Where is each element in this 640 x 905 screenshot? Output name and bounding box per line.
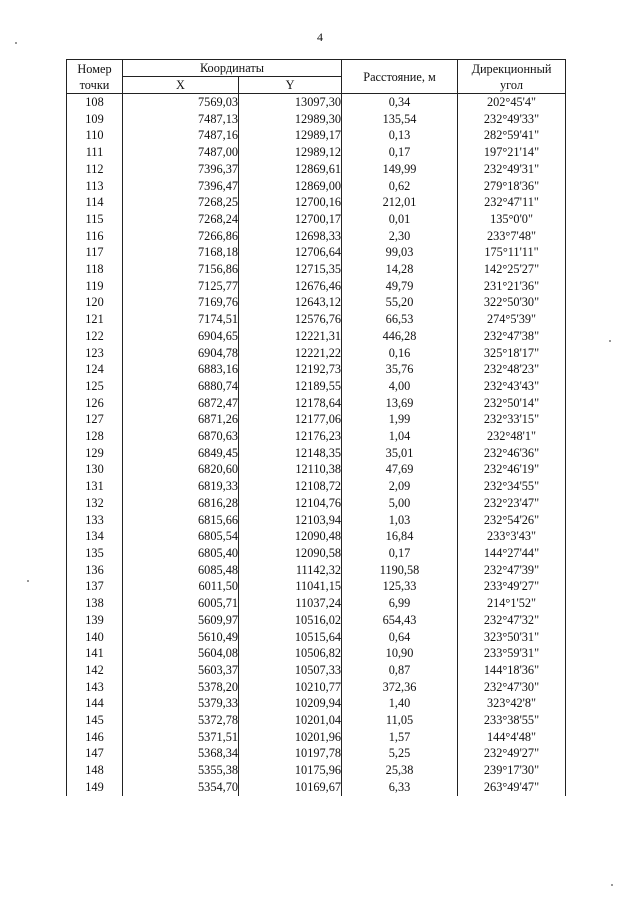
point-number-cell: 120	[67, 294, 123, 311]
table-row	[67, 328, 566, 345]
direction-angle-cell: 232°50'14"	[458, 395, 566, 412]
direction-angle-cell: 232°43'43"	[458, 378, 566, 395]
point-number-cell: 137	[67, 578, 123, 595]
distance-cell: 10,90	[342, 645, 458, 662]
table-row	[67, 94, 566, 111]
distance-cell: 55,20	[342, 294, 458, 311]
direction-angle-cell: 202°45'4"	[458, 94, 566, 111]
y-coordinate-cell: 11142,32	[239, 562, 342, 579]
x-coordinate-cell: 7487,13	[123, 111, 239, 128]
direction-angle-cell: 232°47'32"	[458, 612, 566, 629]
direction-angle-cell: 274°5'39"	[458, 311, 566, 328]
table-row	[67, 411, 566, 428]
distance-cell: 6,33	[342, 779, 458, 796]
point-number-header-line1: Номер	[77, 61, 112, 76]
point-number-cell: 133	[67, 512, 123, 529]
point-number-cell: 143	[67, 679, 123, 696]
x-header: X	[123, 77, 239, 94]
distance-cell: 1,57	[342, 729, 458, 746]
x-coordinate-cell: 5603,37	[123, 662, 239, 679]
point-number-cell: 113	[67, 178, 123, 195]
direction-angle-cell: 232°46'36"	[458, 445, 566, 462]
distance-cell: 372,36	[342, 679, 458, 696]
table-row	[67, 712, 566, 729]
distance-cell: 5,25	[342, 745, 458, 762]
direction-angle-cell: 322°50'30"	[458, 294, 566, 311]
table-row	[67, 512, 566, 529]
direction-angle-cell: 232°33'15"	[458, 411, 566, 428]
distance-cell: 47,69	[342, 461, 458, 478]
direction-angle-cell: 232°47'11"	[458, 194, 566, 211]
direction-angle-cell: 323°42'8"	[458, 695, 566, 712]
distance-cell: 35,01	[342, 445, 458, 462]
y-coordinate-cell: 11037,24	[239, 595, 342, 612]
distance-cell: 99,03	[342, 244, 458, 261]
y-coordinate-cell: 10507,33	[239, 662, 342, 679]
point-number-cell: 146	[67, 729, 123, 746]
point-number-cell: 110	[67, 127, 123, 144]
y-coordinate-cell: 12576,76	[239, 311, 342, 328]
table-row	[67, 445, 566, 462]
x-coordinate-cell: 7268,25	[123, 194, 239, 211]
distance-cell: 1,03	[342, 512, 458, 529]
y-coordinate-cell: 12192,73	[239, 361, 342, 378]
x-coordinate-cell: 6816,28	[123, 495, 239, 512]
x-coordinate-cell: 6904,65	[123, 328, 239, 345]
y-coordinate-cell: 10197,78	[239, 745, 342, 762]
y-coordinate-cell: 10201,04	[239, 712, 342, 729]
point-number-header-line2: точки	[79, 77, 110, 92]
y-header: Y	[239, 77, 342, 94]
direction-angle-cell: 233°38'55"	[458, 712, 566, 729]
distance-cell: 0,17	[342, 545, 458, 562]
table-row	[67, 562, 566, 579]
y-coordinate-cell: 10175,96	[239, 762, 342, 779]
x-coordinate-cell: 6085,48	[123, 562, 239, 579]
table-row	[67, 528, 566, 545]
y-coordinate-cell: 10201,96	[239, 729, 342, 746]
direction-angle-header-line2: угол	[500, 77, 524, 92]
table-row	[67, 629, 566, 646]
point-number-cell: 141	[67, 645, 123, 662]
point-number-cell: 145	[67, 712, 123, 729]
table-row	[67, 311, 566, 328]
x-coordinate-cell: 6880,74	[123, 378, 239, 395]
x-coordinate-cell: 7266,86	[123, 228, 239, 245]
distance-cell: 1,40	[342, 695, 458, 712]
point-number-cell: 116	[67, 228, 123, 245]
table-body	[67, 94, 566, 796]
direction-angle-cell: 323°50'31"	[458, 629, 566, 646]
y-coordinate-cell: 12715,35	[239, 261, 342, 278]
y-coordinate-cell: 12177,06	[239, 411, 342, 428]
y-coordinate-cell: 12698,33	[239, 228, 342, 245]
x-coordinate-cell: 5379,33	[123, 695, 239, 712]
point-number-cell: 125	[67, 378, 123, 395]
x-coordinate-cell: 6819,33	[123, 478, 239, 495]
point-number-cell: 131	[67, 478, 123, 495]
distance-cell: 0,34	[342, 94, 458, 111]
x-coordinate-cell: 6904,78	[123, 345, 239, 362]
direction-angle-cell: 144°18'36"	[458, 662, 566, 679]
point-number-cell: 147	[67, 745, 123, 762]
point-number-cell: 108	[67, 94, 123, 111]
x-coordinate-cell: 6815,66	[123, 512, 239, 529]
point-number-cell: 142	[67, 662, 123, 679]
y-coordinate-cell: 10169,67	[239, 779, 342, 796]
table-row	[67, 361, 566, 378]
direction-angle-cell: 142°25'27"	[458, 261, 566, 278]
point-number-cell: 111	[67, 144, 123, 161]
direction-angle-cell: 233°7'48"	[458, 228, 566, 245]
distance-cell: 0,62	[342, 178, 458, 195]
direction-angle-cell: 231°21'36"	[458, 278, 566, 295]
distance-cell: 25,38	[342, 762, 458, 779]
table-row	[67, 111, 566, 128]
table-row	[67, 161, 566, 178]
y-coordinate-cell: 10506,82	[239, 645, 342, 662]
scan-speck	[609, 340, 611, 342]
x-coordinate-cell: 5371,51	[123, 729, 239, 746]
x-coordinate-cell: 5604,08	[123, 645, 239, 662]
direction-angle-cell: 232°49'27"	[458, 745, 566, 762]
y-coordinate-cell: 12104,76	[239, 495, 342, 512]
y-coordinate-cell: 12643,12	[239, 294, 342, 311]
distance-cell: 66,53	[342, 311, 458, 328]
table-row	[67, 211, 566, 228]
distance-cell: 6,99	[342, 595, 458, 612]
y-coordinate-cell: 12989,17	[239, 127, 342, 144]
distance-cell: 135,54	[342, 111, 458, 128]
x-coordinate-cell: 7487,16	[123, 127, 239, 144]
point-number-cell: 126	[67, 395, 123, 412]
table-row	[67, 244, 566, 261]
y-coordinate-cell: 12110,38	[239, 461, 342, 478]
y-coordinate-cell: 12700,16	[239, 194, 342, 211]
table-row	[67, 428, 566, 445]
x-coordinate-cell: 5355,38	[123, 762, 239, 779]
x-coordinate-cell: 7174,51	[123, 311, 239, 328]
point-number-cell: 134	[67, 528, 123, 545]
distance-cell: 11,05	[342, 712, 458, 729]
x-coordinate-cell: 7268,24	[123, 211, 239, 228]
point-number-cell: 124	[67, 361, 123, 378]
distance-cell: 1190,58	[342, 562, 458, 579]
table-row	[67, 762, 566, 779]
page-number: 4	[317, 30, 323, 44]
distance-cell: 654,43	[342, 612, 458, 629]
table-row	[67, 645, 566, 662]
direction-angle-cell: 282°59'41"	[458, 127, 566, 144]
x-coordinate-cell: 7487,00	[123, 144, 239, 161]
x-coordinate-cell: 7569,03	[123, 94, 239, 111]
point-number-cell: 148	[67, 762, 123, 779]
distance-cell: 1,99	[342, 411, 458, 428]
y-coordinate-cell: 12108,72	[239, 478, 342, 495]
y-coordinate-cell: 12706,64	[239, 244, 342, 261]
point-number-cell: 144	[67, 695, 123, 712]
table-row	[67, 194, 566, 211]
point-number-cell: 140	[67, 629, 123, 646]
distance-cell: 4,00	[342, 378, 458, 395]
table-row	[67, 595, 566, 612]
x-coordinate-cell: 6011,50	[123, 578, 239, 595]
direction-angle-cell: 214°1'52"	[458, 595, 566, 612]
point-number-cell: 128	[67, 428, 123, 445]
x-coordinate-cell: 6872,47	[123, 395, 239, 412]
point-number-cell: 138	[67, 595, 123, 612]
direction-angle-cell: 232°49'33"	[458, 111, 566, 128]
distance-cell: 0,16	[342, 345, 458, 362]
table-row	[67, 478, 566, 495]
x-coordinate-cell: 6883,16	[123, 361, 239, 378]
point-number-cell: 139	[67, 612, 123, 629]
direction-angle-cell: 197°21'14"	[458, 144, 566, 161]
distance-cell: 16,84	[342, 528, 458, 545]
scan-speck	[15, 42, 17, 44]
x-coordinate-cell: 5354,70	[123, 779, 239, 796]
y-coordinate-cell: 10209,94	[239, 695, 342, 712]
x-coordinate-cell: 5368,34	[123, 745, 239, 762]
direction-angle-cell: 144°4'48"	[458, 729, 566, 746]
point-number-cell: 118	[67, 261, 123, 278]
point-number-cell: 115	[67, 211, 123, 228]
direction-angle-header	[458, 60, 566, 94]
distance-cell: 5,00	[342, 495, 458, 512]
point-number-cell: 132	[67, 495, 123, 512]
x-coordinate-cell: 7156,86	[123, 261, 239, 278]
distance-cell: 446,28	[342, 328, 458, 345]
table-row	[67, 578, 566, 595]
table-row	[67, 294, 566, 311]
x-coordinate-cell: 6805,54	[123, 528, 239, 545]
y-coordinate-cell: 12148,35	[239, 445, 342, 462]
table-row	[67, 779, 566, 796]
table-row	[67, 662, 566, 679]
x-coordinate-cell: 7396,37	[123, 161, 239, 178]
coordinates-header: Координаты	[123, 60, 342, 77]
table-row	[67, 695, 566, 712]
distance-cell: 125,33	[342, 578, 458, 595]
distance-cell: 14,28	[342, 261, 458, 278]
x-coordinate-cell: 5372,78	[123, 712, 239, 729]
table-header	[67, 60, 566, 94]
scan-speck	[611, 884, 613, 886]
y-coordinate-cell: 12989,12	[239, 144, 342, 161]
table-row	[67, 127, 566, 144]
x-coordinate-cell: 6805,40	[123, 545, 239, 562]
table-row	[67, 679, 566, 696]
y-coordinate-cell: 12869,00	[239, 178, 342, 195]
y-coordinate-cell: 10515,64	[239, 629, 342, 646]
y-coordinate-cell: 10210,77	[239, 679, 342, 696]
point-number-cell: 149	[67, 779, 123, 796]
point-number-cell: 123	[67, 345, 123, 362]
x-coordinate-cell: 7125,77	[123, 278, 239, 295]
distance-header: Расстояние, м	[342, 60, 458, 94]
distance-cell: 2,30	[342, 228, 458, 245]
y-coordinate-cell: 12178,64	[239, 395, 342, 412]
y-coordinate-cell: 12176,23	[239, 428, 342, 445]
distance-cell: 0,64	[342, 629, 458, 646]
table-row	[67, 545, 566, 562]
point-number-cell: 130	[67, 461, 123, 478]
x-coordinate-cell: 6820,60	[123, 461, 239, 478]
point-number-cell: 109	[67, 111, 123, 128]
direction-angle-header-line1: Дирекционный	[471, 61, 552, 76]
direction-angle-cell: 233°3'43"	[458, 528, 566, 545]
x-coordinate-cell: 7396,47	[123, 178, 239, 195]
distance-cell: 49,79	[342, 278, 458, 295]
distance-cell: 35,76	[342, 361, 458, 378]
y-coordinate-cell: 12869,61	[239, 161, 342, 178]
table-row	[67, 261, 566, 278]
table-row	[67, 144, 566, 161]
direction-angle-cell: 232°54'26"	[458, 512, 566, 529]
y-coordinate-cell: 10516,02	[239, 612, 342, 629]
x-coordinate-cell: 5378,20	[123, 679, 239, 696]
distance-cell: 13,69	[342, 395, 458, 412]
point-number-cell: 136	[67, 562, 123, 579]
point-number-cell: 121	[67, 311, 123, 328]
x-coordinate-cell: 7169,76	[123, 294, 239, 311]
distance-cell: 0,01	[342, 211, 458, 228]
distance-cell: 1,04	[342, 428, 458, 445]
direction-angle-cell: 239°17'30"	[458, 762, 566, 779]
y-coordinate-cell: 12090,58	[239, 545, 342, 562]
point-number-cell: 127	[67, 411, 123, 428]
point-number-cell: 114	[67, 194, 123, 211]
table-row	[67, 745, 566, 762]
x-coordinate-cell: 7168,18	[123, 244, 239, 261]
point-number-cell: 112	[67, 161, 123, 178]
direction-angle-cell: 135°0'0"	[458, 211, 566, 228]
table-row	[67, 228, 566, 245]
table-row	[67, 495, 566, 512]
y-coordinate-cell: 11041,15	[239, 578, 342, 595]
y-coordinate-cell: 12700,17	[239, 211, 342, 228]
direction-angle-cell: 232°48'23"	[458, 361, 566, 378]
direction-angle-cell: 232°34'55"	[458, 478, 566, 495]
table-row	[67, 278, 566, 295]
table-row	[67, 612, 566, 629]
point-number-cell: 119	[67, 278, 123, 295]
distance-cell: 2,09	[342, 478, 458, 495]
direction-angle-cell: 233°59'31"	[458, 645, 566, 662]
x-coordinate-cell: 5610,49	[123, 629, 239, 646]
direction-angle-cell: 175°11'11"	[458, 244, 566, 261]
x-coordinate-cell: 5609,97	[123, 612, 239, 629]
direction-angle-cell: 144°27'44"	[458, 545, 566, 562]
table-row	[67, 461, 566, 478]
x-coordinate-cell: 6870,63	[123, 428, 239, 445]
y-coordinate-cell: 12103,94	[239, 512, 342, 529]
y-coordinate-cell: 13097,30	[239, 94, 342, 111]
y-coordinate-cell: 12221,31	[239, 328, 342, 345]
y-coordinate-cell: 12989,30	[239, 111, 342, 128]
direction-angle-cell: 232°47'38"	[458, 328, 566, 345]
point-number-cell: 117	[67, 244, 123, 261]
direction-angle-cell: 233°49'27"	[458, 578, 566, 595]
coordinates-table	[66, 59, 566, 796]
distance-cell: 0,17	[342, 144, 458, 161]
distance-cell: 0,87	[342, 662, 458, 679]
table-row	[67, 178, 566, 195]
distance-cell: 149,99	[342, 161, 458, 178]
scan-speck	[27, 580, 29, 582]
x-coordinate-cell: 6005,71	[123, 595, 239, 612]
table-row	[67, 345, 566, 362]
y-coordinate-cell: 12676,46	[239, 278, 342, 295]
direction-angle-cell: 263°49'47"	[458, 779, 566, 796]
direction-angle-cell: 232°47'39"	[458, 562, 566, 579]
y-coordinate-cell: 12221,22	[239, 345, 342, 362]
x-coordinate-cell: 6849,45	[123, 445, 239, 462]
distance-cell: 0,13	[342, 127, 458, 144]
table-row	[67, 378, 566, 395]
table-row	[67, 729, 566, 746]
x-coordinate-cell: 6871,26	[123, 411, 239, 428]
direction-angle-cell: 279°18'36"	[458, 178, 566, 195]
point-number-cell: 122	[67, 328, 123, 345]
point-number-header	[67, 60, 123, 94]
table-row	[67, 395, 566, 412]
direction-angle-cell: 232°49'31"	[458, 161, 566, 178]
direction-angle-cell: 232°48'1"	[458, 428, 566, 445]
direction-angle-cell: 232°46'19"	[458, 461, 566, 478]
direction-angle-cell: 232°47'30"	[458, 679, 566, 696]
direction-angle-cell: 325°18'17"	[458, 345, 566, 362]
point-number-cell: 129	[67, 445, 123, 462]
y-coordinate-cell: 12090,48	[239, 528, 342, 545]
direction-angle-cell: 232°23'47"	[458, 495, 566, 512]
distance-cell: 212,01	[342, 194, 458, 211]
y-coordinate-cell: 12189,55	[239, 378, 342, 395]
point-number-cell: 135	[67, 545, 123, 562]
